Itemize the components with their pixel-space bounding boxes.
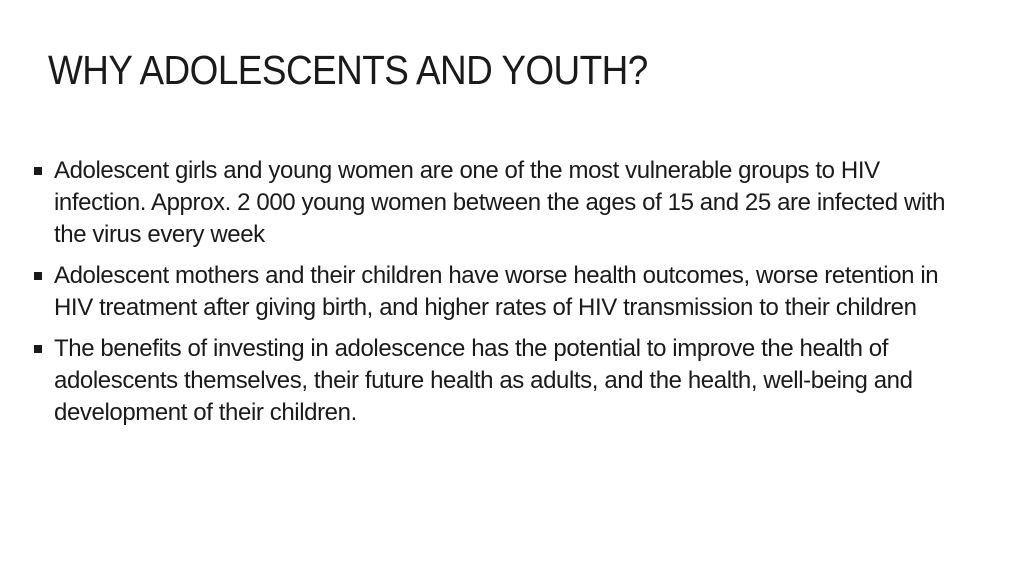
square-bullet-icon (34, 167, 42, 175)
bullet-item (34, 260, 964, 324)
bullet-text: The benefits of investing in adolescence has the potential to improve the health of adolescents themselves, their future health as adults, and the health, well-being and development of their children. (54, 335, 913, 426)
bullet-item (34, 155, 964, 251)
bullet-item (34, 333, 964, 429)
bullet-text: Adolescent mothers and their children have worse health outcomes, worse retention in HIV treatment after giving birth, and higher rates of HIV transmission to their children (54, 262, 939, 321)
bullet-list (34, 155, 964, 438)
square-bullet-icon (34, 272, 42, 280)
bullet-text: Adolescent girls and young women are one of the most vulnerable groups to HIV infection. Approx. 2 000 young women between the ages of 15 and 25 are infected with the virus every week (54, 157, 946, 248)
square-bullet-icon (34, 345, 42, 353)
slide-title: WHY ADOLESCENTS AND YOUTH? (48, 47, 648, 93)
